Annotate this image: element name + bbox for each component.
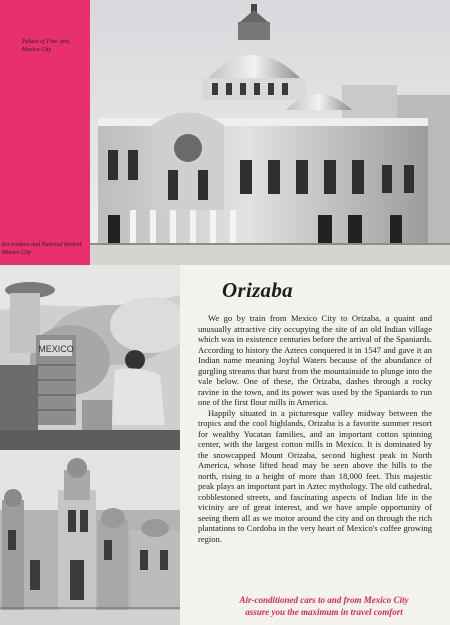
market-vendor-photo xyxy=(0,265,180,450)
palace-of-fine-arts-photo xyxy=(90,0,450,265)
basket-sign-text: MEXICO xyxy=(38,344,74,354)
promo-tagline xyxy=(214,594,434,618)
palace-caption: Palace of Fine Arts, Mexico City xyxy=(22,39,71,53)
article-title: Orizaba xyxy=(222,278,293,302)
article-paragraph-2: Happily situated in a picturesque valley midway between the tropics and the cool highlands, Orizaba is a favorite summer resort for wealthy Yucatan families, and an important cotton spinning center, with the largest cotton mills in Mexico. It is dominated by the snowcapped Mount Orizaba, second highest peak in North America, whose lifted head may be seen above the hills to the north, rising to a height of more than 18,000 feet. This majestic peak plays an important part in Aztec mythology. The old cathedral, cobblestoned streets, and fascinating aspects of Indian life in the vicinity are of great interest, and we have ample opportunity of seeing them all as we motor around the city and on through the rich plantations to Cordoba in the very heart of Mexico's coffee growing region. xyxy=(198,407,432,544)
vendor-cathedral-caption: ket vendors and National thedral, Mexico City xyxy=(2,242,83,256)
national-cathedral-photo xyxy=(0,450,180,625)
promo-line-2: assure you the maximum in travel comfort xyxy=(245,607,403,617)
promo-line-1: Air-conditioned cars to and from Mexico City xyxy=(239,595,409,605)
orizaba-article xyxy=(198,278,432,544)
article-paragraph-1: We go by train from Mexico City to Orizaba, a quaint and unusually attractive city occupying the site of an old Indian village which was in existence centuries before the arrival of the Spaniards. According to history the Aztecs conquered it in 1547 and gave it an Indian name meaning Joyful Waters because of the abundance of gurgling streams that burst from the mountainside to plunge into the vale below. One of these, the Orizaba, dashes through a rocky ravine in the town, and its power was used by the Spaniards to run one of the first flour mills in America. xyxy=(198,313,432,407)
